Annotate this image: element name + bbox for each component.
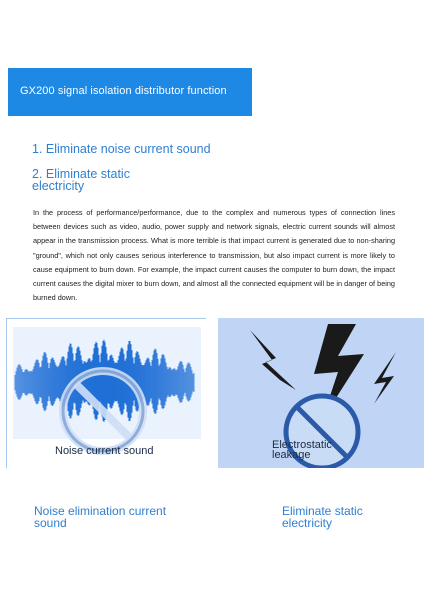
- feature-noise: 1. Eliminate noise current sound: [32, 142, 211, 156]
- caption-static: Eliminate static electricity: [282, 504, 363, 530]
- noise-panel-label: Noise current sound: [55, 445, 154, 457]
- banner-title: GX200 signal isolation distributor function: [20, 85, 227, 97]
- caption-noise: Noise elimination current sound: [34, 504, 167, 530]
- static-panel-label: Electrostatic leakage: [272, 439, 332, 461]
- static-panel: [218, 318, 424, 468]
- feature-static: 2. Eliminate static electricity: [32, 167, 130, 193]
- title-banner: [8, 68, 252, 116]
- noise-panel: [6, 318, 206, 468]
- description-paragraph: In the process of performance/performance, due to the complex and numerous types of connection lines between devices such as video, audio, power supply and network signals, electric current sounds will almost appear in the transmission process. What is more terrible is that impact current is generated due to non-sharing "ground", which not only causes serious interference to transmission, but also impact current is more likely to cause equipment to burn down. For example, the impact current causes the computer to burn down, the impact current causes the digital mixer to burn down, and almost all the connected equipment will be in danger of being burned down.: [33, 208, 395, 303]
